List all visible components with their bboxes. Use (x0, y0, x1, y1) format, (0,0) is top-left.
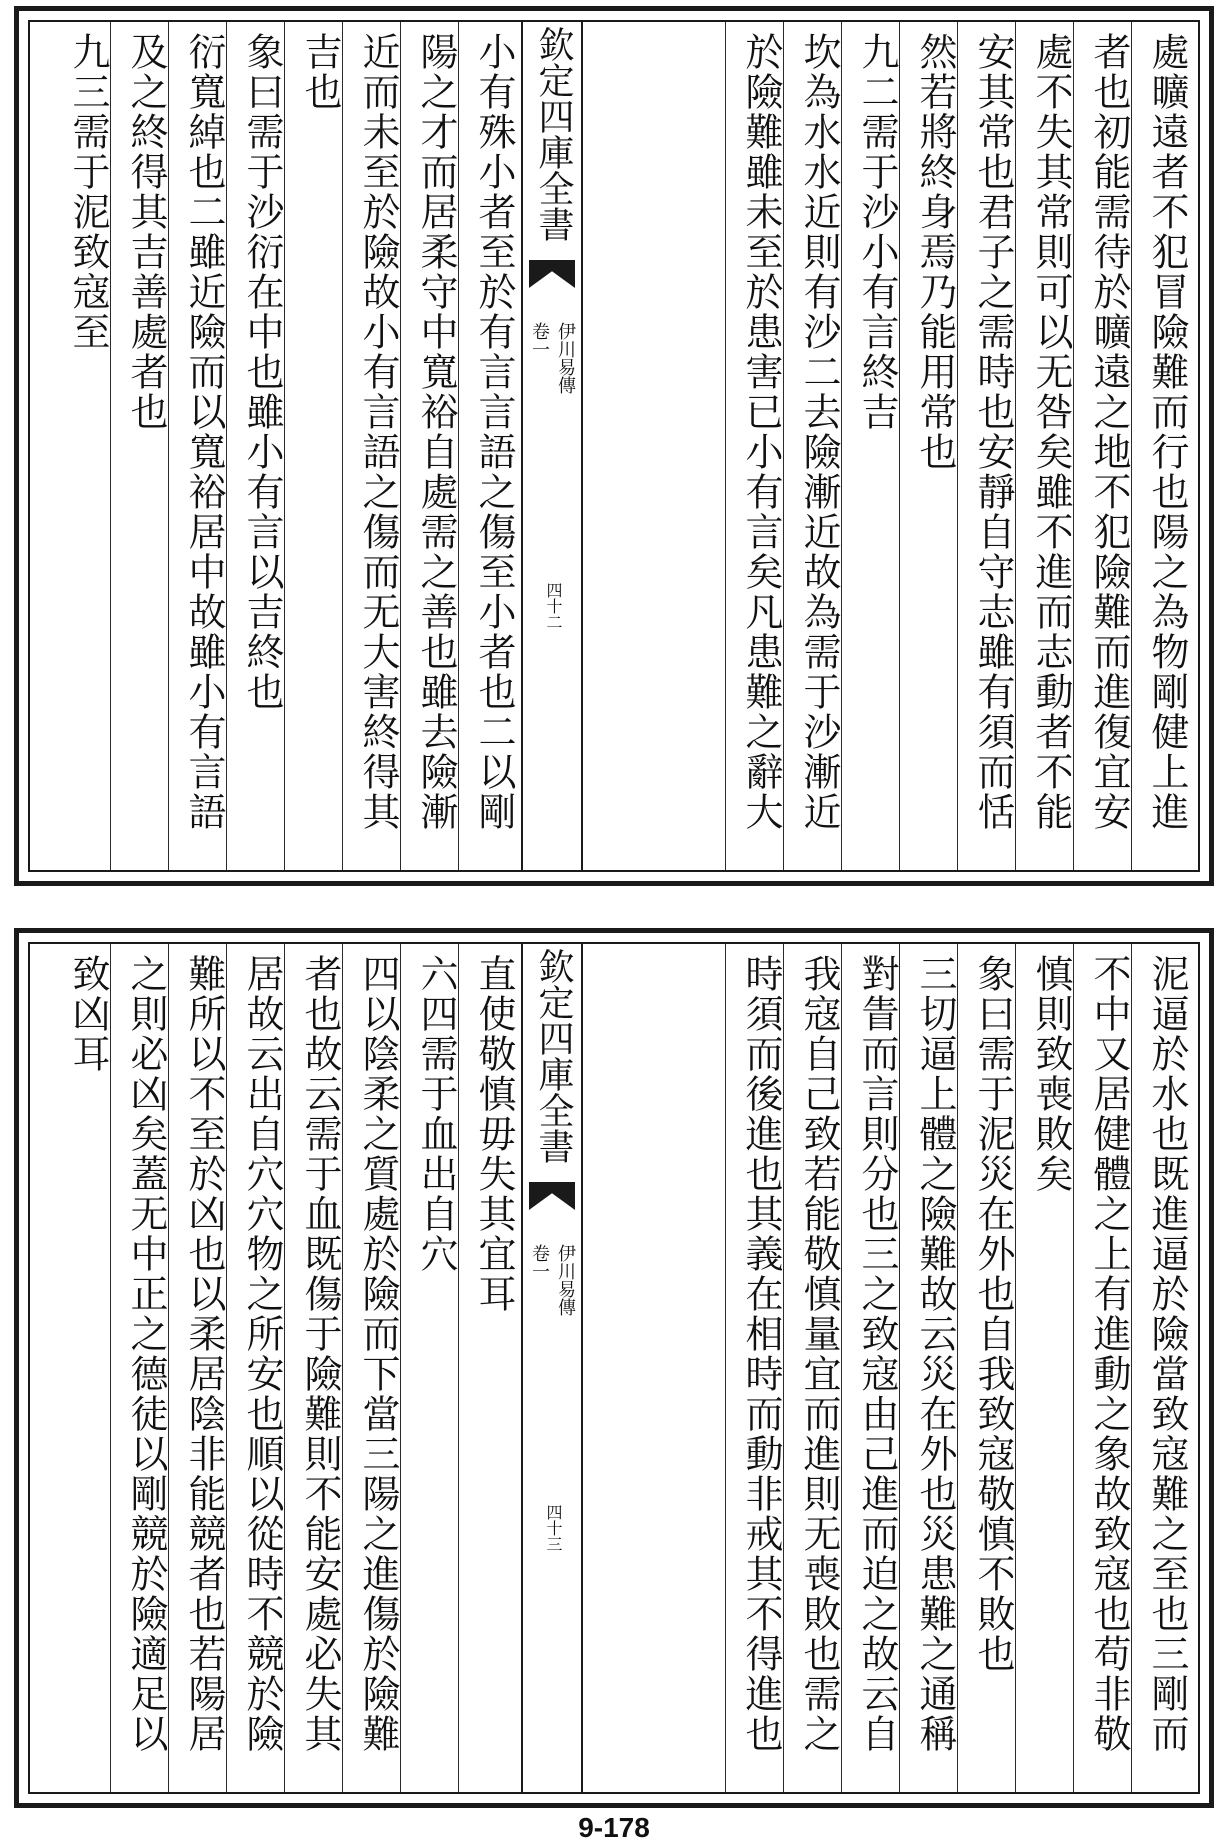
text-column: 時須而後進也其義在相時而動非戒其不得進也 (739, 954, 783, 1754)
text-column: 處不失其常則可以无咎矣雖不進而志動者不能 (1029, 32, 1073, 832)
column-rule (725, 944, 726, 1792)
text-column: 象曰需于泥災在外也自我致寇敬慎不敗也 (971, 954, 1015, 1674)
text-column: 慎則致喪敗矣 (1029, 954, 1073, 1194)
book-title: 伊川易傳 (555, 1244, 576, 1316)
text-column: 象曰需于沙衍在中也雖小有言以吉終也 (240, 32, 284, 712)
text-column: 居故云出自穴穴物之所安也順以從時不競於險 (240, 954, 284, 1754)
text-frame (28, 942, 1200, 1794)
folio-number: 四十三 (544, 1504, 563, 1552)
text-column: 致凶耳 (66, 954, 110, 1074)
volume-label: 卷一 (529, 322, 550, 358)
text-column: 安其常也君子之需時也安靜自守志雖有須而恬 (971, 32, 1015, 832)
text-frame (28, 20, 1200, 872)
fish-tail-mark (529, 1182, 575, 1210)
page-number: 9-178 (578, 1812, 650, 1843)
column-rule (725, 22, 726, 870)
folio-number: 四十二 (544, 582, 563, 630)
collection-title: 欽定四庫全書 (533, 26, 574, 242)
text-column: 對眚而言則分也三之致寇由己進而迫之故云自 (855, 954, 899, 1754)
text-column: 者也初能需待於曠遠之地不犯險難而進復宜安 (1087, 32, 1131, 832)
text-column: 小有殊小者至於有言言語之傷至小者也二以剛 (472, 32, 516, 832)
text-column: 四以陰柔之質處於險而下當三陽之進傷於險難 (356, 954, 400, 1754)
text-column: 陽之才而居柔守中寬裕自處需之善也雖去險漸 (414, 32, 458, 832)
text-column: 泥逼於水也既進逼於險當致寇難之至也三剛而 (1145, 954, 1189, 1754)
text-column: 九三需于泥致寇至 (66, 32, 110, 352)
half-folio-bottom (14, 928, 1214, 1808)
text-column: 者也故云需于血既傷于險難則不能安處必失其 (298, 954, 342, 1754)
text-column: 九二需于沙小有言終吉 (855, 32, 899, 432)
text-column: 直使敬慎毋失其宜耳 (472, 954, 516, 1314)
center-strip (521, 944, 583, 1792)
text-column: 及之終得其吉善處者也 (124, 32, 168, 432)
text-column: 我寇自己致若能敬慎量宜而進則无喪敗也需之 (797, 954, 841, 1754)
volume-label: 卷一 (529, 1244, 550, 1280)
text-column: 處曠遠者不犯冒險難而行也陽之為物剛健上進 (1145, 32, 1189, 832)
text-column: 不中又居健體之上有進動之象故致寇也苟非敬 (1087, 954, 1131, 1754)
collection-title: 欽定四庫全書 (533, 948, 574, 1164)
text-column: 衍寬綽也二雖近險而以寬裕居中故雖小有言語 (182, 32, 226, 832)
fish-tail-mark (529, 260, 575, 288)
book-title: 伊川易傳 (555, 322, 576, 394)
text-column: 之則必凶矣蓋无中正之德徒以剛競於險適足以 (124, 954, 168, 1754)
center-strip (521, 22, 583, 870)
text-column: 吉也 (298, 32, 342, 112)
half-folio-top (14, 6, 1214, 886)
text-column: 於險難雖未至於患害已小有言矣凡患難之辭大 (739, 32, 783, 832)
text-column: 難所以不至於凶也以柔居陰非能競者也若陽居 (182, 954, 226, 1754)
text-column: 然若將終身焉乃能用常也 (913, 32, 957, 472)
text-column: 坎為水水近則有沙二去險漸近故為需于沙漸近 (797, 32, 841, 832)
text-column: 六四需于血出自穴 (414, 954, 458, 1274)
text-column: 三切逼上體之險難故云災在外也災患難之通稱 (913, 954, 957, 1754)
text-column: 近而未至於險故小有言語之傷而无大害終得其 (356, 32, 400, 832)
